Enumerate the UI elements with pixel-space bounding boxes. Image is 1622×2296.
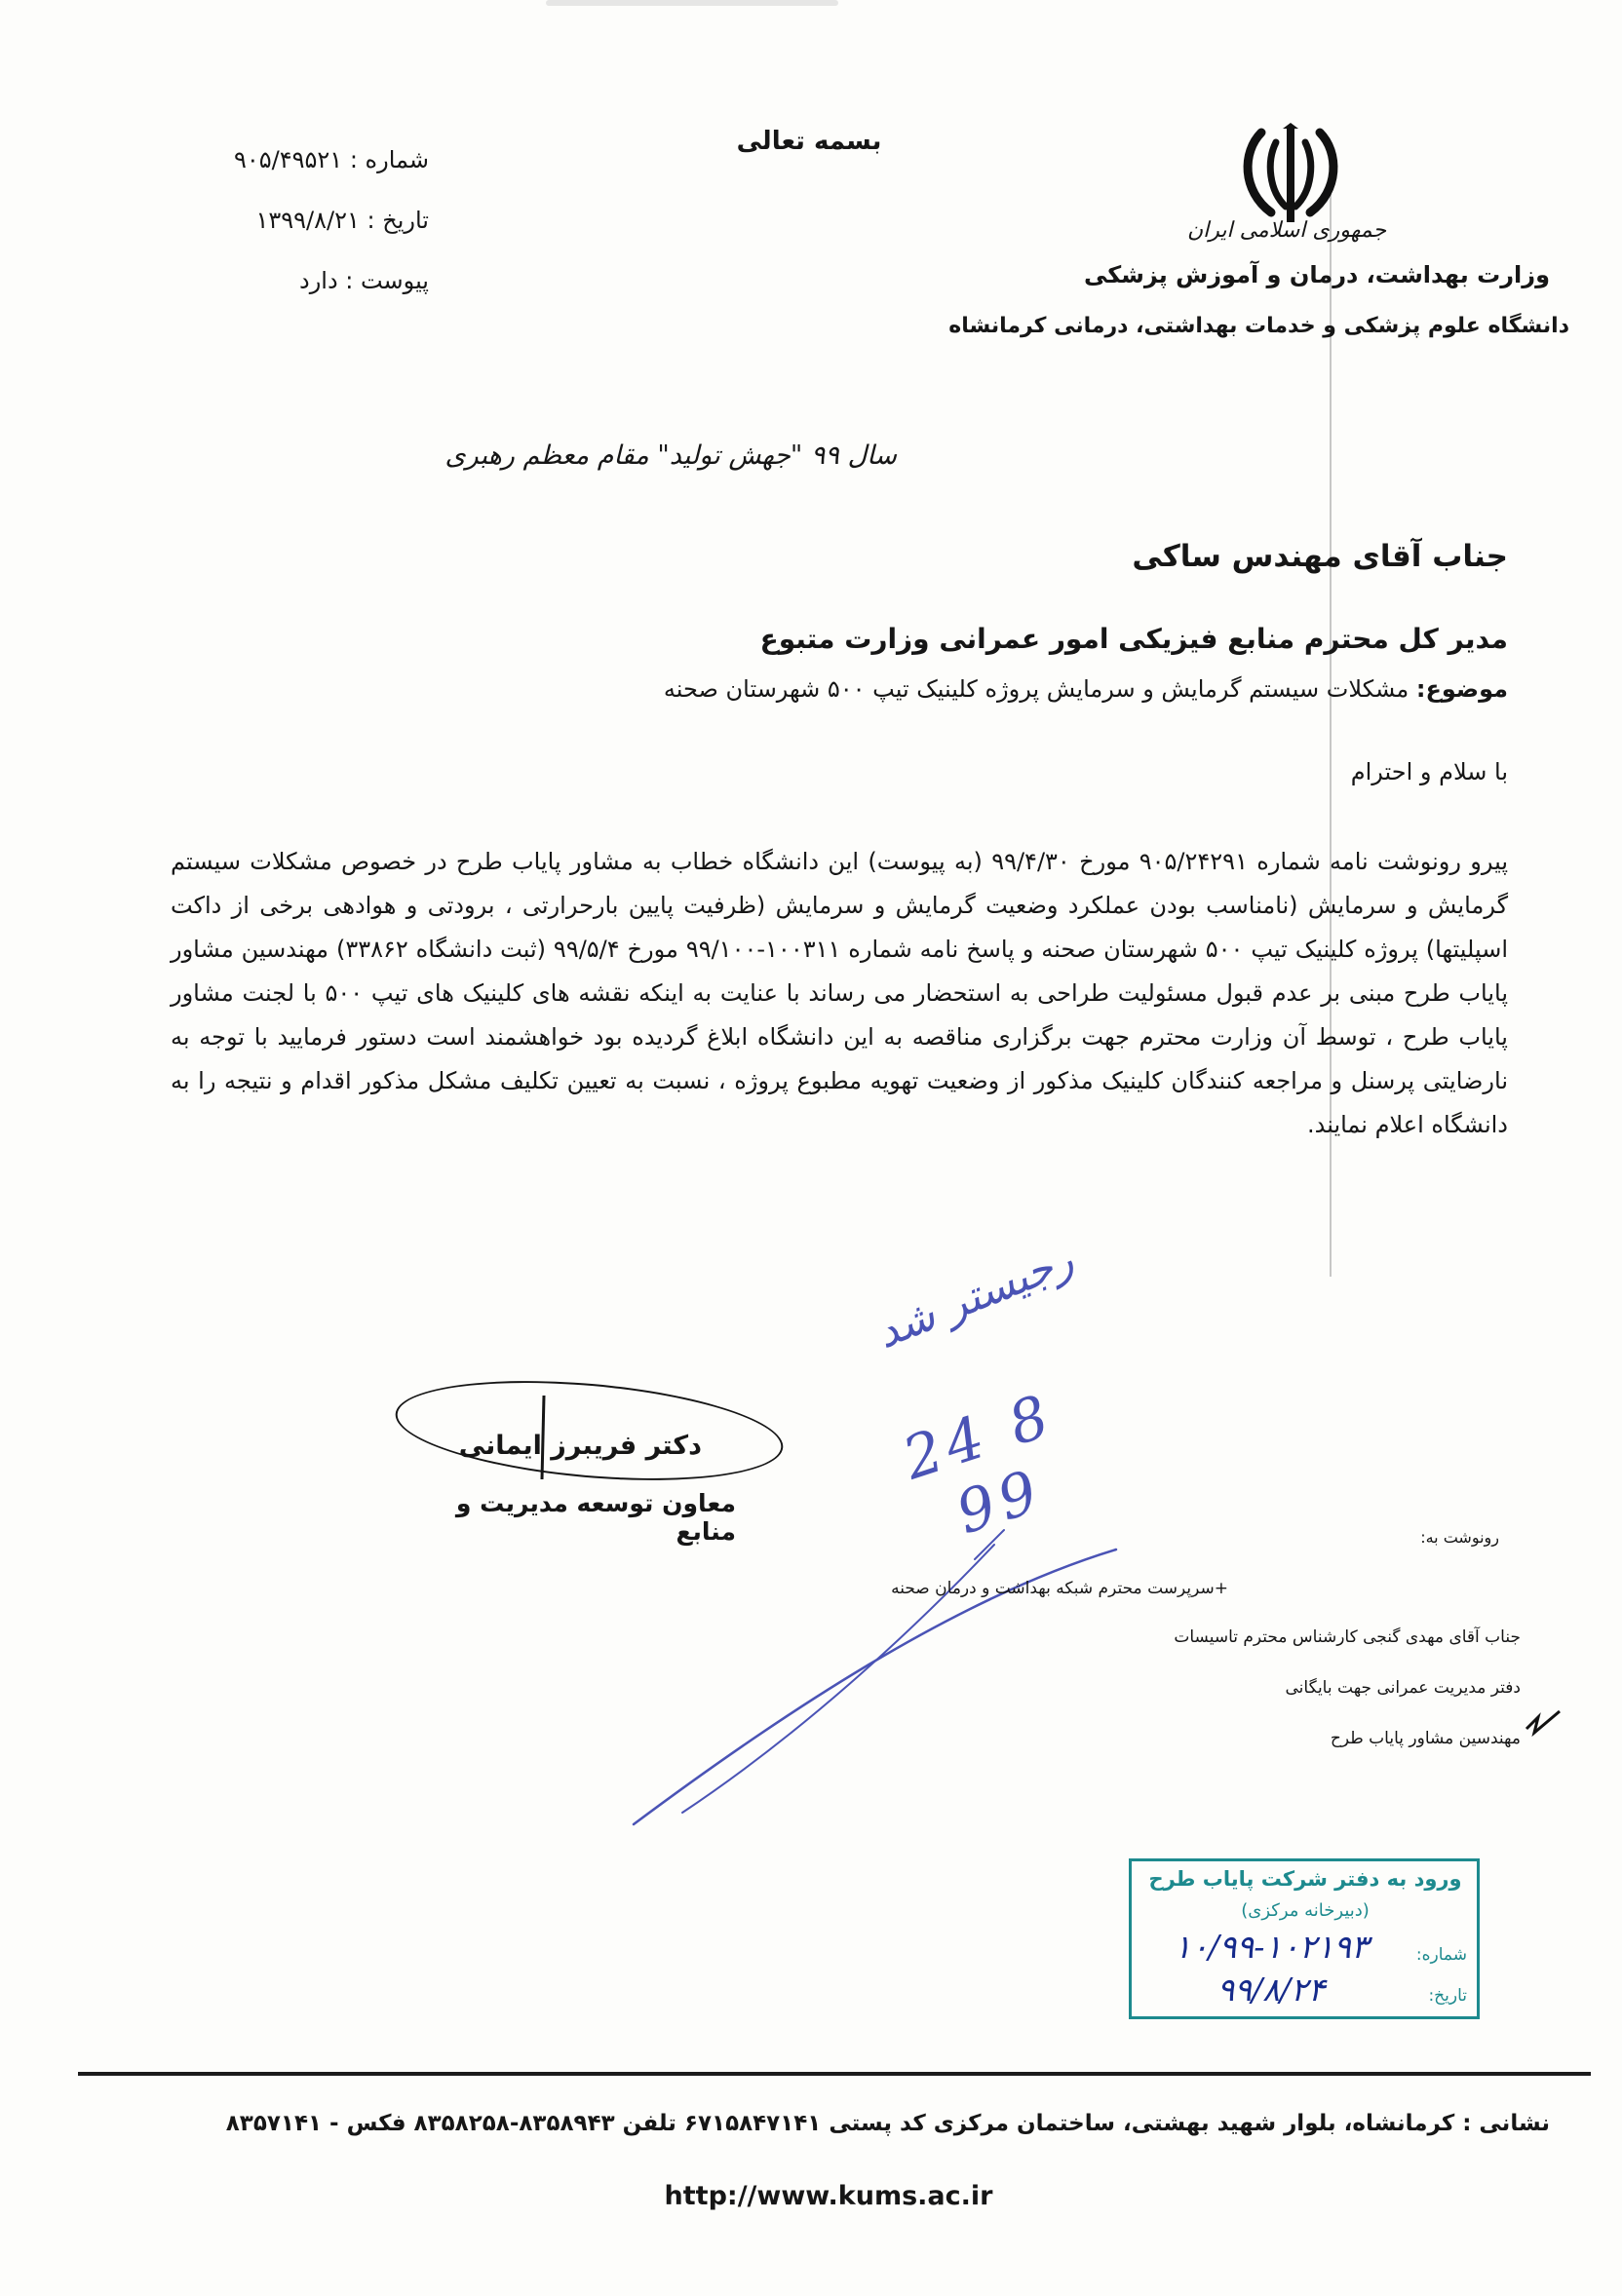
stamp-number-label: شماره: — [1415, 1945, 1467, 1965]
ministry-name: وزارت بهداشت، درمان و آموزش پزشکی — [1084, 261, 1550, 288]
letter-body: پیرو رونوشت نامه شماره ۹۰۵/۲۴۲۹۱ مورخ ۹۹/۴/۳۰ (به پیوست) این دانشگاه خطاب به مشاور پایاب طرح در خصوص مشکلات سیستم گرمایش و سرمایش (نامناسب بودن عملکرد وضعیت گرمایش و سرمایش (ظرفیت پایین بارحرارتی ، برودتی و هوادهی برخی از داکت اسپلیتها) پروژه کلینیک تیپ ۵۰۰ شهرستان صحنه و پاسخ نامه شماره ۱۰۰۳۱۱-۹۹/۱۰۰ مورخ ۹۹/۵/۴ (ثبت دانشگاه ۳۳۸۶۲) مهندسین مشاور پایاب طرح مبنی بر عدم قبول مسئولیت طراحی به استحضار می رساند با عنایت به اینکه نقشه های کلینیک های تیپ ۵۰۰ با لجنت مشاور پایاب طرح ، توسط آن وزارت محترم جهت برگزاری مناقصه به این دانشگاه ابلاغ گردیده بود خواهشمند است دستور فرمایید با توجه به نارضایتی پرسنل و مراجعه کنندگان کلینیک مذکور از وضعیت تهویه مطبوع پروژه ، نسبت به تعیین تکلیف مشکل مذکور اقدام و نتیجه را به دانشگاه اعلام نمایند. — [171, 848, 1509, 1138]
letter-number: شماره : ۹۰۵/۴۹۵۲۱ — [233, 146, 429, 173]
footer-address: نشانی : کرمانشاه، بلوار شهید بهشتی، ساختمان مرکزی کد پستی ۶۷۱۵۸۴۷۱۴۱ تلفن ۸۳۵۸۹۴۳-۸۳۵۸۲۵۸ فکس - ۸۳۵۷۱۴۱ — [225, 2111, 1550, 2136]
iran-emblem-icon — [1232, 123, 1349, 230]
scan-artifact — [546, 0, 838, 6]
cc-heading: رونوشت به: — [1420, 1528, 1499, 1547]
stamp-title: ورود به دفتر شرکت پایاب طرح — [1148, 1867, 1462, 1891]
recipient-title: مدیر کل محترم منابع فیزیکی امور عمرانی وزارت متبوع — [759, 623, 1508, 655]
letter-date: تاریخ : ۱۳۹۹/۸/۲۱ — [255, 207, 429, 234]
basmala: بسمه تعالی — [736, 127, 882, 156]
stamp-subtitle: (دبیرخانه مرکزی) — [1241, 1900, 1370, 1921]
subject-label: موضوع: — [1415, 675, 1508, 703]
greeting: با سلام و احترام — [1350, 758, 1508, 785]
cc-item: دفتر مدیریت عمرانی جهت بایگانی — [1285, 1678, 1521, 1698]
checkmark-icon — [1525, 1707, 1562, 1737]
stamp-number-value: ۱۰/۹۹-۱۰۲۱۹۳ — [1174, 1928, 1369, 1966]
subject-line — [390, 675, 1508, 703]
stamp-date-label: تاریخ: — [1428, 1986, 1467, 2006]
signatory-name: دکتر فریبرز ایمانی — [458, 1431, 702, 1461]
stamp-date-value: ۹۹/۸/۲۴ — [1216, 1971, 1326, 2009]
subject-text: مشکلات سیستم گرمایش و سرمایش پروژه کلینیک تیپ ۵۰۰ شهرستان صحنه — [663, 675, 1410, 703]
footer-website: http://www.kums.ac.ir — [664, 2181, 993, 2211]
cc-item: مهندسین مشاور پایاب طرح — [1330, 1729, 1521, 1748]
emblem-caption: جمهوری اسلامی ایران — [1186, 218, 1387, 243]
letter-attachment: پیوست : دارد — [299, 267, 429, 294]
university-name: دانشگاه علوم پزشکی و خدمات بهداشتی، درمانی کرمانشاه — [948, 314, 1569, 338]
year-slogan: سال ۹۹ "جهش تولید" مقام معظم رهبری — [444, 440, 897, 471]
receipt-stamp — [1129, 1858, 1480, 2019]
recipient-name: جناب آقای مهندس ساکی — [1132, 539, 1508, 574]
footer-divider — [78, 2072, 1591, 2076]
cc-item: +سرپرست محترم شبکه بهداشت و درمان صحنه — [891, 1579, 1228, 1598]
handwritten-date: 24 8 99 — [895, 1381, 1062, 1549]
cc-item: جناب آقای مهدی گنجی کارشناس محترم تاسیسات — [1174, 1627, 1521, 1647]
signatory-title: معاون توسعه مدیریت و منابع — [455, 1489, 736, 1546]
handwritten-note: رجیستر شد — [869, 1235, 1081, 1358]
